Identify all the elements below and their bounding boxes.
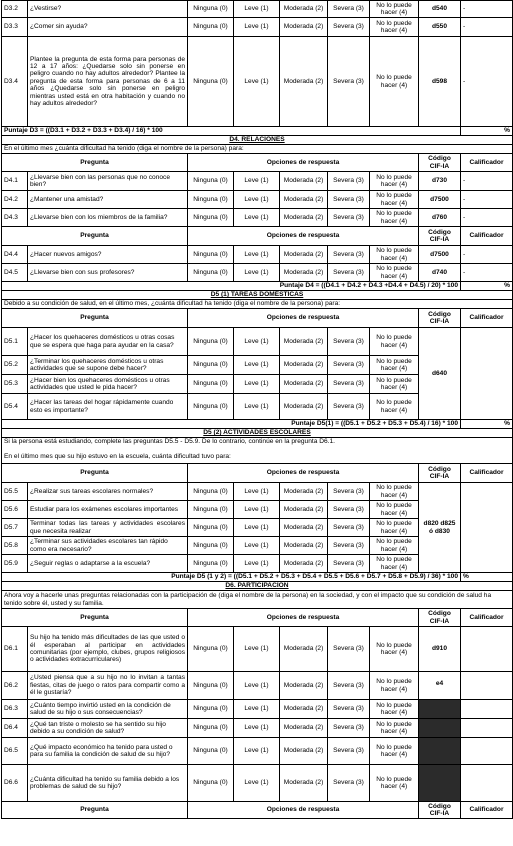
question-text: ¿Hacer las tareas del hogar rápidamente cuando esto es importante? [28, 394, 188, 420]
header-codigo: Código CIF-IA [419, 609, 461, 627]
option-leve[interactable]: Leve (1) [234, 264, 280, 282]
option-moderada[interactable]: Moderada (2) [280, 700, 328, 719]
section-title: D5 (2) ACTIVIDADES ESCOLARES [2, 429, 513, 438]
option-leve[interactable]: Leve (1) [234, 328, 280, 356]
question-text: ¿Hacer nuevos amigos? [28, 246, 188, 264]
option-no-puede[interactable]: No lo puede hacer (4) [370, 519, 419, 537]
question-id: D4.3 [2, 209, 28, 227]
header-pregunta: Pregunta [2, 802, 188, 819]
question-id: D6.6 [2, 765, 28, 802]
cif-code: d540 [419, 1, 461, 18]
question-id: D5.7 [2, 519, 28, 537]
option-ninguna[interactable]: Ninguna (0) [188, 191, 234, 209]
qualifier-cell[interactable] [461, 738, 513, 765]
option-leve[interactable]: Leve (1) [234, 172, 280, 191]
question-text: ¿Hacer los quehaceres domésticos u otras cosas que se espera que haga para ayudar en la casa? [28, 328, 188, 356]
option-no-puede[interactable]: No lo puede hacer (4) [370, 738, 419, 765]
option-severa[interactable]: Severa (3) [328, 519, 370, 537]
option-no-puede[interactable]: No lo puede hacer (4) [370, 209, 419, 227]
table-row [2, 191, 513, 209]
cif-code: d820 d825 ó d830 [419, 483, 461, 573]
cif-code: d760 [419, 209, 461, 227]
option-leve[interactable]: Leve (1) [234, 394, 280, 420]
option-moderada[interactable]: Moderada (2) [280, 209, 328, 227]
cif-code-shaded [419, 700, 461, 719]
score-formula: Puntaje D5(1) = ((D5.1 + D5.2 + D5.3 + D5.4) / 16) * 100 [2, 420, 461, 429]
option-severa[interactable]: Severa (3) [328, 700, 370, 719]
option-moderada[interactable]: Moderada (2) [280, 501, 328, 519]
header-pregunta: Pregunta [2, 154, 188, 172]
section-intro [2, 591, 513, 609]
question-text: ¿Llevarse bien con los miembros de la familia? [28, 209, 188, 227]
question-id: D3.3 [2, 18, 28, 37]
question-id: D6.1 [2, 627, 28, 672]
option-moderada[interactable]: Moderada (2) [280, 356, 328, 375]
header-calificador: Calificador [461, 227, 513, 246]
option-no-puede[interactable]: No lo puede hacer (4) [370, 700, 419, 719]
question-id: D6.2 [2, 672, 28, 700]
header-codigo: Código CIF-IA [419, 464, 461, 483]
option-leve[interactable]: Leve (1) [234, 483, 280, 501]
question-text: ¿Terminar sus actividades escolares tan rápido como era necesario? [28, 537, 188, 555]
question-text: ¿Realizar sus tareas escolares normales? [28, 483, 188, 501]
option-severa[interactable]: Severa (3) [328, 191, 370, 209]
question-text: ¿Qué tan triste o molesto se ha sentido su hijo debido a su condición de salud? [28, 719, 188, 738]
option-moderada[interactable]: Moderada (2) [280, 246, 328, 264]
option-severa[interactable]: Severa (3) [328, 356, 370, 375]
option-no-puede[interactable]: No lo puede hacer (4) [370, 356, 419, 375]
section-intro-text: Debido a su condición de salud, en el último mes, ¿cuánta dificultad ha tenido (diga el nombre de la persona) para: [2, 300, 513, 309]
questionnaire-table [1, 0, 513, 819]
option-moderada[interactable]: Moderada (2) [280, 483, 328, 501]
option-leve[interactable]: Leve (1) [234, 246, 280, 264]
option-no-puede[interactable]: No lo puede hacer (4) [370, 672, 419, 700]
option-no-puede[interactable]: No lo puede hacer (4) [370, 394, 419, 420]
question-id: D5.4 [2, 394, 28, 420]
option-severa[interactable]: Severa (3) [328, 719, 370, 738]
option-severa[interactable]: Severa (3) [328, 483, 370, 501]
question-id: D5.9 [2, 555, 28, 573]
question-id: D6.4 [2, 719, 28, 738]
option-ninguna[interactable]: Ninguna (0) [188, 37, 234, 127]
option-leve[interactable]: Leve (1) [234, 672, 280, 700]
option-ninguna[interactable]: Ninguna (0) [188, 519, 234, 537]
section-title: D5 (1) TAREAS DOMÉSTICAS [2, 291, 513, 300]
option-ninguna[interactable]: Ninguna (0) [188, 1, 234, 18]
option-leve[interactable]: Leve (1) [234, 18, 280, 37]
qualifier-cell[interactable]: - [461, 172, 513, 191]
cif-code: d740 [419, 264, 461, 282]
table-row [2, 738, 513, 765]
option-severa[interactable]: Severa (3) [328, 375, 370, 394]
question-text: ¿Seguir reglas o adaptarse a la escuela? [28, 555, 188, 573]
column-header-row [2, 227, 513, 246]
cif-code: d550 [419, 18, 461, 37]
option-moderada[interactable]: Moderada (2) [280, 18, 328, 37]
option-no-puede[interactable]: No lo puede hacer (4) [370, 1, 419, 18]
option-ninguna[interactable]: Ninguna (0) [188, 18, 234, 37]
cif-code: d598 [419, 37, 461, 127]
qualifier-cell[interactable] [461, 627, 513, 672]
option-ninguna[interactable]: Ninguna (0) [188, 209, 234, 227]
option-leve[interactable]: Leve (1) [234, 555, 280, 573]
section-header [2, 582, 513, 591]
cif-code-shaded [419, 738, 461, 765]
option-ninguna[interactable]: Ninguna (0) [188, 672, 234, 700]
table-row [2, 209, 513, 227]
table-row [2, 765, 513, 802]
table-row [2, 328, 513, 356]
option-moderada[interactable]: Moderada (2) [280, 375, 328, 394]
question-id: D4.1 [2, 172, 28, 191]
question-text: Plantee la pregunta de esta forma para personas de 12 a 17 años: ¿Quedarse solo sin ponerse en peligro cuando no hay adultos alrededor? Plantee la pregunta de esta forma para personas de 6 a 11 años ¿Quedarse solo sin ponerse en peligro mientras usted está en otra habitación y cuando no hay adultos alrededor? [28, 37, 188, 127]
option-moderada[interactable]: Moderada (2) [280, 328, 328, 356]
option-ninguna[interactable]: Ninguna (0) [188, 375, 234, 394]
option-severa[interactable]: Severa (3) [328, 501, 370, 519]
header-pregunta: Pregunta [2, 609, 188, 627]
qualifier-cell[interactable]: - [461, 246, 513, 264]
question-id: D5.1 [2, 328, 28, 356]
qualifier-cell[interactable] [461, 328, 513, 420]
score-percent[interactable]: % [461, 282, 513, 291]
option-no-puede[interactable]: No lo puede hacer (4) [370, 264, 419, 282]
option-leve[interactable]: Leve (1) [234, 519, 280, 537]
option-no-puede[interactable]: No lo puede hacer (4) [370, 191, 419, 209]
option-moderada[interactable]: Moderada (2) [280, 264, 328, 282]
option-moderada[interactable]: Moderada (2) [280, 765, 328, 802]
option-no-puede[interactable]: No lo puede hacer (4) [370, 172, 419, 191]
questionnaire-page [1, 0, 512, 819]
question-text: Estudiar para los exámenes escolares importantes [28, 501, 188, 519]
question-text: ¿Hacer bien los quehaceres domésticos u otras actividades que usted le pida hacer? [28, 375, 188, 394]
option-leve[interactable]: Leve (1) [234, 191, 280, 209]
section-intro-text [2, 438, 513, 464]
question-id: D6.5 [2, 738, 28, 765]
option-no-puede[interactable]: No lo puede hacer (4) [370, 37, 419, 127]
option-leve[interactable]: Leve (1) [234, 1, 280, 18]
cif-code-shaded [419, 719, 461, 738]
option-moderada[interactable]: Moderada (2) [280, 519, 328, 537]
question-id: D5.2 [2, 356, 28, 375]
header-calificador: Calificador [461, 609, 513, 627]
option-severa[interactable]: Severa (3) [328, 1, 370, 18]
section-intro-text: En el último mes ¿cuánta dificultad ha tenido (diga el nombre de la persona) para: [2, 145, 513, 154]
option-ninguna[interactable]: Ninguna (0) [188, 501, 234, 519]
qualifier-cell[interactable]: - [461, 37, 513, 127]
header-opciones: Opciones de respuesta [188, 309, 419, 328]
score-row [2, 573, 513, 582]
option-severa[interactable]: Severa (3) [328, 672, 370, 700]
option-no-puede[interactable]: No lo puede hacer (4) [370, 483, 419, 501]
score-percent[interactable]: % [461, 573, 513, 582]
question-id: D5.8 [2, 537, 28, 555]
question-id: D4.5 [2, 264, 28, 282]
header-calificador: Calificador [461, 154, 513, 172]
option-ninguna[interactable]: Ninguna (0) [188, 356, 234, 375]
score-row [2, 127, 513, 136]
option-ninguna[interactable]: Ninguna (0) [188, 719, 234, 738]
table-row [2, 672, 513, 700]
cif-code: d7500 [419, 246, 461, 264]
option-leve[interactable]: Leve (1) [234, 719, 280, 738]
option-ninguna[interactable]: Ninguna (0) [188, 537, 234, 555]
header-codigo: Código CIF-IA [419, 309, 461, 328]
option-severa[interactable]: Severa (3) [328, 264, 370, 282]
option-ninguna[interactable]: Ninguna (0) [188, 627, 234, 672]
cif-code: d640 [419, 328, 461, 420]
section-intro-text: Ahora voy a hacerle unas preguntas relacionadas con la participación de (diga el nombre de la persona) en la sociedad, y con el impacto que su condición de salud ha tenido sobre él, usted y su familia. [2, 591, 513, 609]
header-codigo: Código CIF-IA [419, 802, 461, 819]
qualifier-cell[interactable] [461, 483, 513, 573]
option-ninguna[interactable]: Ninguna (0) [188, 765, 234, 802]
question-text: ¿Comer sin ayuda? [28, 18, 188, 37]
cif-code: d910 [419, 627, 461, 672]
option-no-puede[interactable]: No lo puede hacer (4) [370, 375, 419, 394]
header-pregunta: Pregunta [2, 227, 188, 246]
option-moderada[interactable]: Moderada (2) [280, 627, 328, 672]
cif-code: d730 [419, 172, 461, 191]
question-text: ¿Llevarse bien con sus profesores? [28, 264, 188, 282]
intro-line-2: En el último mes que su hijo estuvo en la escuela, cuánta dificultad tuvo para: [4, 453, 231, 461]
table-row [2, 1, 513, 18]
intro-line-1: Si la persona está estudiando, complete las preguntas D5.5 - D5.9. De lo contrario, continúe en la pregunta D6.1. [4, 438, 335, 445]
qualifier-cell[interactable] [461, 672, 513, 700]
option-severa[interactable]: Severa (3) [328, 328, 370, 356]
header-opciones: Opciones de respuesta [188, 464, 419, 483]
section-header [2, 136, 513, 145]
column-header-row [2, 464, 513, 483]
header-codigo: Código CIF-IA [419, 154, 461, 172]
question-text: Terminar todas las tareas y actividades escolares que necesita realizar [28, 519, 188, 537]
header-opciones: Opciones de respuesta [188, 154, 419, 172]
option-ninguna[interactable]: Ninguna (0) [188, 555, 234, 573]
option-leve[interactable]: Leve (1) [234, 375, 280, 394]
question-text: ¿Cuánto tiempo invirtió usted en la condición de salud de su hijo o sus consecuencias? [28, 700, 188, 719]
option-no-puede[interactable]: No lo puede hacer (4) [370, 719, 419, 738]
question-text: ¿Qué impacto económico ha tenido para usted o para su familia la condición de salud de su hijo? [28, 738, 188, 765]
question-id: D4.4 [2, 246, 28, 264]
score-row [2, 282, 513, 291]
section-intro [2, 438, 513, 464]
question-text: ¿Cuánta dificultad ha tenido su familia debido a los problemas de salud de su hijo? [28, 765, 188, 802]
option-leve[interactable]: Leve (1) [234, 700, 280, 719]
option-no-puede[interactable]: No lo puede hacer (4) [370, 18, 419, 37]
option-leve[interactable]: Leve (1) [234, 738, 280, 765]
qualifier-cell[interactable]: - [461, 1, 513, 18]
option-moderada[interactable]: Moderada (2) [280, 738, 328, 765]
option-severa[interactable]: Severa (3) [328, 555, 370, 573]
score-percent[interactable]: % [461, 127, 513, 136]
header-calificador: Calificador [461, 464, 513, 483]
qualifier-cell[interactable]: - [461, 209, 513, 227]
table-row [2, 700, 513, 719]
option-ninguna[interactable]: Ninguna (0) [188, 700, 234, 719]
score-formula: Puntaje D5 (1 y 2) = ((D5.1 + D5.2 + D5.3 + D5.4 + D5.5 + D5.6 + D5.7 + D5.8 + D5.9) / 36) * 100 [2, 573, 461, 582]
question-text: ¿Vestirse? [28, 1, 188, 18]
header-pregunta: Pregunta [2, 464, 188, 483]
column-header-row [2, 802, 513, 819]
option-ninguna[interactable]: Ninguna (0) [188, 264, 234, 282]
option-severa[interactable]: Severa (3) [328, 246, 370, 264]
table-row [2, 246, 513, 264]
question-text: ¿Mantener una amistad? [28, 191, 188, 209]
section-title: D6. PARTICIPACIÓN [2, 582, 513, 591]
section-intro [2, 145, 513, 154]
qualifier-cell[interactable]: - [461, 191, 513, 209]
option-ninguna[interactable]: Ninguna (0) [188, 246, 234, 264]
question-id: D5.6 [2, 501, 28, 519]
qualifier-cell[interactable] [461, 700, 513, 719]
option-leve[interactable]: Leve (1) [234, 537, 280, 555]
option-severa[interactable]: Severa (3) [328, 172, 370, 191]
option-ninguna[interactable]: Ninguna (0) [188, 738, 234, 765]
option-severa[interactable]: Severa (3) [328, 209, 370, 227]
cif-code: e4 [419, 672, 461, 700]
header-pregunta: Pregunta [2, 309, 188, 328]
option-leve[interactable]: Leve (1) [234, 501, 280, 519]
section-intro [2, 300, 513, 309]
cif-code: d7500 [419, 191, 461, 209]
question-id: D5.3 [2, 375, 28, 394]
qualifier-cell[interactable]: - [461, 264, 513, 282]
option-leve[interactable]: Leve (1) [234, 356, 280, 375]
option-no-puede[interactable]: No lo puede hacer (4) [370, 501, 419, 519]
table-row [2, 172, 513, 191]
question-id: D4.2 [2, 191, 28, 209]
table-row [2, 627, 513, 672]
option-ninguna[interactable]: Ninguna (0) [188, 483, 234, 501]
option-moderada[interactable]: Moderada (2) [280, 191, 328, 209]
header-codigo: Código CIF-IA [419, 227, 461, 246]
option-moderada[interactable]: Moderada (2) [280, 1, 328, 18]
option-severa[interactable]: Severa (3) [328, 37, 370, 127]
qualifier-cell[interactable] [461, 719, 513, 738]
option-ninguna[interactable]: Ninguna (0) [188, 394, 234, 420]
table-row [2, 37, 513, 127]
score-formula: Puntaje D4 = ((D4.1 + D4.2 + D4.3 +D4.4 + D4.5) / 20) * 100 [2, 282, 461, 291]
column-header-row [2, 154, 513, 172]
option-moderada[interactable]: Moderada (2) [280, 172, 328, 191]
option-no-puede[interactable]: No lo puede hacer (4) [370, 555, 419, 573]
option-no-puede[interactable]: No lo puede hacer (4) [370, 246, 419, 264]
score-percent[interactable]: % [461, 420, 513, 429]
table-row [2, 18, 513, 37]
column-header-row [2, 309, 513, 328]
question-id: D6.3 [2, 700, 28, 719]
section-header [2, 429, 513, 438]
option-moderada[interactable]: Moderada (2) [280, 555, 328, 573]
option-severa[interactable]: Severa (3) [328, 394, 370, 420]
option-severa[interactable]: Severa (3) [328, 627, 370, 672]
option-moderada[interactable]: Moderada (2) [280, 537, 328, 555]
column-header-row [2, 609, 513, 627]
table-row [2, 719, 513, 738]
header-opciones: Opciones de respuesta [188, 802, 419, 819]
qualifier-cell[interactable]: - [461, 18, 513, 37]
question-text: ¿Llevarse bien con las personas que no conoce bien? [28, 172, 188, 191]
cif-code-shaded [419, 765, 461, 802]
option-moderada[interactable]: Moderada (2) [280, 37, 328, 127]
question-id: D3.2 [2, 1, 28, 18]
score-formula: Puntaje D3 = ((D3.1 + D3.2 + D3.3 + D3.4) / 16) * 100 [2, 127, 461, 136]
header-opciones: Opciones de respuesta [188, 227, 419, 246]
header-opciones: Opciones de respuesta [188, 609, 419, 627]
header-calificador: Calificador [461, 802, 513, 819]
option-moderada[interactable]: Moderada (2) [280, 394, 328, 420]
option-moderada[interactable]: Moderada (2) [280, 719, 328, 738]
option-severa[interactable]: Severa (3) [328, 18, 370, 37]
section-title: D4. RELACIONES [2, 136, 513, 145]
option-no-puede[interactable]: No lo puede hacer (4) [370, 627, 419, 672]
option-leve[interactable]: Leve (1) [234, 37, 280, 127]
question-text: ¿Usted piensa que a su hijo no lo invitan a tantas fiestas, citas de juego o ratos para compartir como a él le gustaría? [28, 672, 188, 700]
question-id: D3.4 [2, 37, 28, 127]
qualifier-cell[interactable] [461, 765, 513, 802]
option-severa[interactable]: Severa (3) [328, 537, 370, 555]
score-row [2, 420, 513, 429]
option-severa[interactable]: Severa (3) [328, 765, 370, 802]
option-severa[interactable]: Severa (3) [328, 738, 370, 765]
option-no-puede[interactable]: No lo puede hacer (4) [370, 537, 419, 555]
header-calificador: Calificador [461, 309, 513, 328]
question-text: Su hijo ha tenido más dificultades de las que usted o él esperaban al participar en actividades comunitarias (por ejemplo, clubes, grupos religiosos o actividades extracurriculares) [28, 627, 188, 672]
section-header [2, 291, 513, 300]
question-id: D5.5 [2, 483, 28, 501]
option-leve[interactable]: Leve (1) [234, 765, 280, 802]
option-ninguna[interactable]: Ninguna (0) [188, 172, 234, 191]
option-leve[interactable]: Leve (1) [234, 209, 280, 227]
option-leve[interactable]: Leve (1) [234, 627, 280, 672]
option-no-puede[interactable]: No lo puede hacer (4) [370, 328, 419, 356]
table-row [2, 483, 513, 501]
option-moderada[interactable]: Moderada (2) [280, 672, 328, 700]
option-ninguna[interactable]: Ninguna (0) [188, 328, 234, 356]
table-row [2, 264, 513, 282]
option-no-puede[interactable]: No lo puede hacer (4) [370, 765, 419, 802]
question-text: ¿Terminar los quehaceres domésticos u otras actividades que se supone debe hacer? [28, 356, 188, 375]
